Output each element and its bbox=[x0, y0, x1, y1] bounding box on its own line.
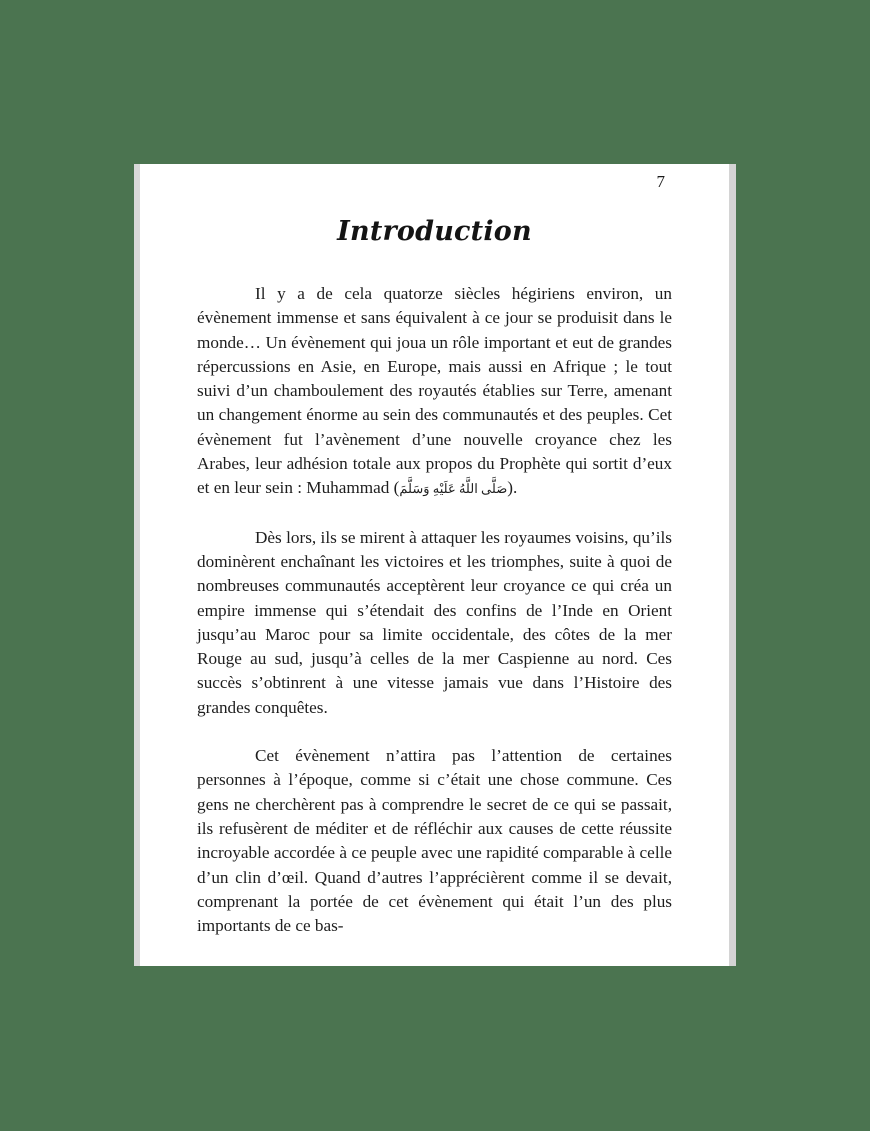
chapter-title: Introduction bbox=[337, 216, 532, 247]
paragraph-3: Cet évènement n’attira pas l’attention de certaines personnes à l’époque, comme si c’était une chose commune. Ces gens ne cherchèrent pas à comprendre le secret de ce qui se passait, ils refusèrent de méditer et de réfléchir aux causes de cette réussite incroyable accordée à ce peuple avec une rapidité comparable à celle d’un clin d’œil. Quand d’autres l’apprécièrent comme il se devait, comprenant la portée de cet évènement qui était l’un des plus importants de ce bas- bbox=[197, 746, 672, 936]
paragraph-1 bbox=[197, 282, 672, 502]
paragraph-1-text: Il y a de cela quatorze siècles hégiriens environ, un évènement immense et sans équivalent à ce jour se produisit dans le monde… Un évènement qui joua un rôle important et eut de grandes répercussions en Asie, en Europe, mais aussi en Afrique ; le tout suivi d’un chamboulement des royautés établies sur Terre, amenant un changement énorme au sein des communautés et des peuples. Cet évènement fut l’avènement d’une nouvelle croyance chez les Arabes, leur adhésion totale aux propos du Prophète qui sortit d’eux et en leur sein : Muhammad ( bbox=[197, 284, 672, 498]
honorific-arabic: صَلَّى اللَّهُ عَلَيْهِ وَسَلَّمَ bbox=[399, 481, 508, 497]
paragraph-2: Dès lors, ils se mirent à attaquer les royaumes voisins, qu’ils dominèrent enchaînant les victoires et les triomphes, suite à quoi de nombreuses communautés acceptèrent leur croyance ce qui créa un empire immense qui s’étendait des confins de l’Inde en Orient jusqu’au Maroc pour sa limite occidentale, des côtes de la mer Rouge au sud, jusqu’à celles de la mer Caspienne au nord. Ces succès s’obtinrent à une vitesse jamais vue dans l’Histoire des grandes conquêtes. bbox=[197, 527, 672, 717]
body-text bbox=[197, 282, 672, 938]
book-page bbox=[134, 164, 736, 966]
page-number: 7 bbox=[656, 172, 665, 191]
paragraph-1-closing: ). bbox=[507, 478, 518, 498]
